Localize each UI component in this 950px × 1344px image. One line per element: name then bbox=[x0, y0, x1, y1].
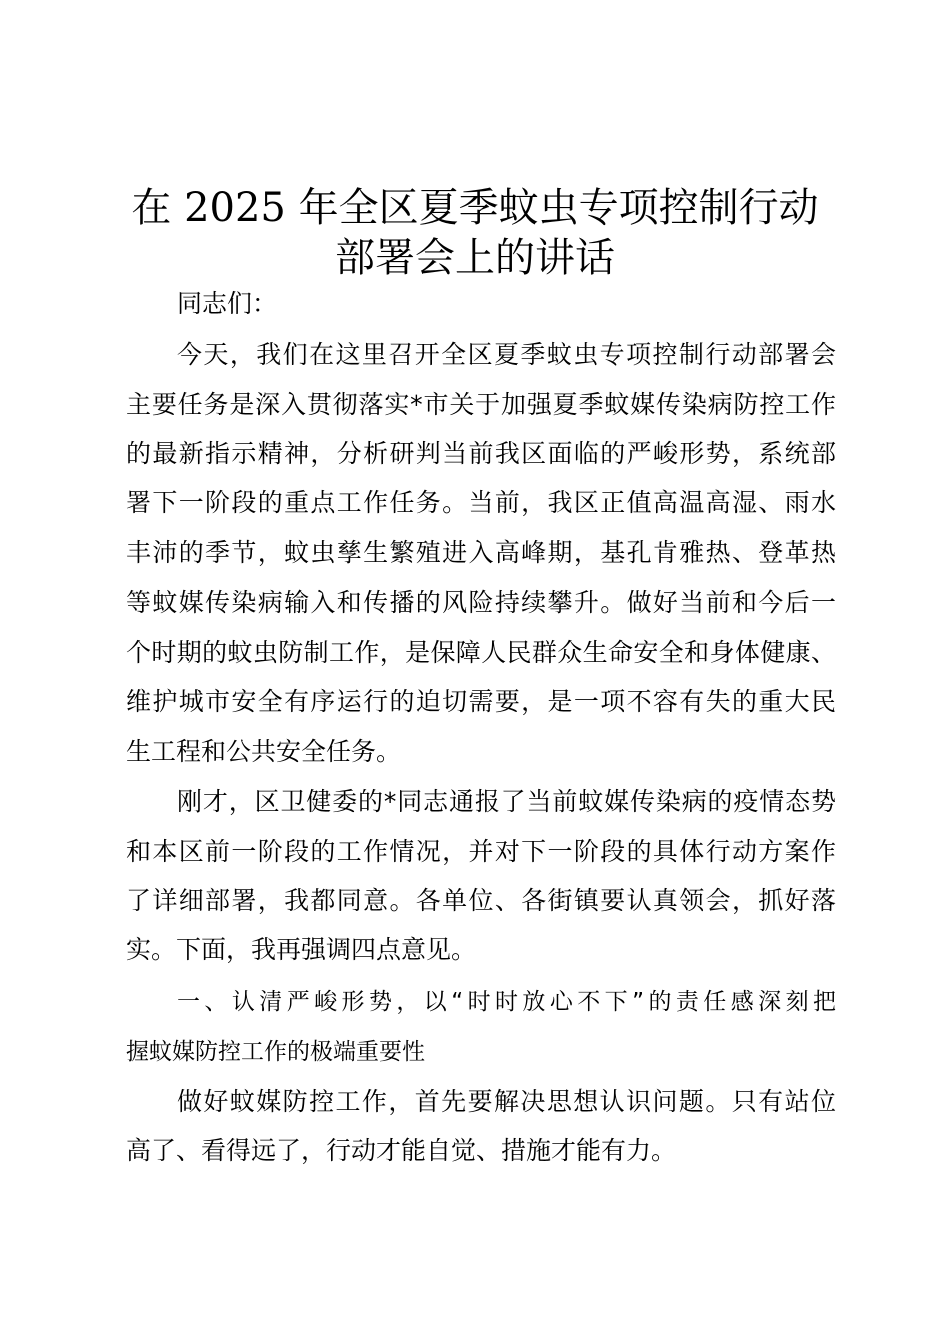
paragraph-1-line: 主要任务是深入贯彻落实*市关于加强夏季蚊媒传染病防控工作 bbox=[126, 390, 836, 419]
section-heading-line: 一、认清严峻形势，以“时时放心不下”的责任感深刻把 bbox=[177, 989, 836, 1015]
paragraph-1-line: 等蚊媒传染病输入和传播的风险持续攀升。做好当前和今后一 bbox=[126, 588, 836, 617]
paragraph-1-line: 生工程和公共安全任务。 bbox=[126, 737, 402, 766]
paragraph-2-line: 刚才，区卫健委的*同志通报了当前蚊媒传染病的疫情态势 bbox=[177, 787, 836, 816]
document-title-line-2: 部署会上的讲话 bbox=[335, 235, 615, 281]
section-heading-line: 握蚊媒防控工作的极端重要性 bbox=[126, 1039, 425, 1065]
paragraph-1-line: 维护城市安全有序运行的迫切需要，是一项不容有失的重大民 bbox=[126, 687, 836, 716]
paragraph-1-line: 今天，我们在这里召开全区夏季蚊虫专项控制行动部署会 bbox=[177, 340, 836, 369]
document-title-line-1: 在 2025 年全区夏季蚊虫专项控制行动 bbox=[131, 185, 819, 231]
paragraph-1-line: 署下一阶段的重点工作任务。当前，我区正值高温高湿、雨水 bbox=[126, 488, 836, 517]
paragraph-2-line: 实。下面，我再强调四点意见。 bbox=[126, 935, 477, 964]
paragraph-1-line: 个时期的蚊虫防制工作，是保障人民群众生命安全和身体健康、 bbox=[126, 638, 836, 667]
paragraph-1-line: 丰沛的季节，蚊虫孳生繁殖进入高峰期，基孔肯雅热、登革热 bbox=[126, 538, 836, 567]
paragraph-2-line: 了详细部署，我都同意。各单位、各街镇要认真领会，抓好落 bbox=[126, 886, 836, 915]
paragraph-3-line: 高了、看得远了，行动才能自觉、措施才能有力。 bbox=[126, 1136, 677, 1165]
paragraph-3-line: 做好蚊媒防控工作，首先要解决思想认识问题。只有站位 bbox=[177, 1087, 836, 1116]
paragraph-1-line: 的最新指示精神，分析研判当前我区面临的严峻形势，系统部 bbox=[126, 439, 836, 468]
paragraph-2-line: 和本区前一阶段的工作情况，并对下一阶段的具体行动方案作 bbox=[126, 837, 836, 866]
salutation: 同志们： bbox=[177, 289, 278, 318]
